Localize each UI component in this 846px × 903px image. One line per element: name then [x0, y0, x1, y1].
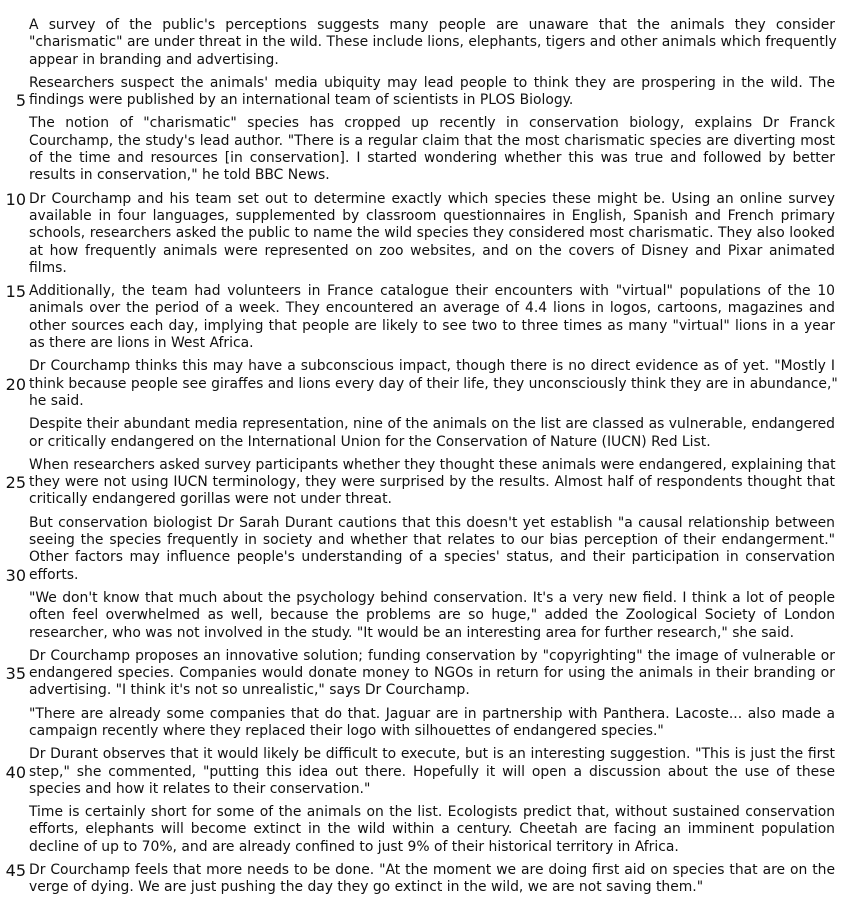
- line-text: Researchers suspect the animals' media ubiquity may lead people to think they are prospering in the wild. The: [29, 74, 835, 91]
- text-line: [0, 804, 846, 821]
- line-number: 20: [5, 374, 26, 394]
- line-text: animals over the period of a week. They encountered an average of 4.4 lions in logos, cartoons, magazines and: [29, 300, 835, 317]
- text-line: [0, 358, 846, 375]
- text-line: [0, 243, 846, 260]
- text-line: [0, 318, 846, 335]
- line-text: at how frequently animals were represented on zoo websites, and on the covers of Disney and Pixar animated: [29, 242, 835, 259]
- paragraph: [0, 706, 846, 741]
- text-line: [0, 457, 846, 474]
- text-line: [0, 839, 846, 856]
- text-line: [0, 115, 846, 132]
- line-text: The notion of "charismatic" species has cropped up recently in conservation biology, explains Dr Franck: [29, 115, 835, 132]
- line-text: When researchers asked survey participants whether they thought these animals were endangered, explaining that: [29, 456, 836, 473]
- text-line: [0, 335, 846, 352]
- text-line: [0, 133, 846, 150]
- text-line: [0, 434, 846, 451]
- text-line: [0, 590, 846, 607]
- text-line: [0, 474, 846, 491]
- text-line: [0, 75, 846, 92]
- text-line: [0, 208, 846, 225]
- line-text: researcher, who was not involved in the study. "It would be an interesting area for further research," she said.: [29, 624, 795, 641]
- line-number: 35: [5, 664, 26, 684]
- text-line: [0, 34, 846, 51]
- text-line: [0, 260, 846, 277]
- text-line: [0, 723, 846, 740]
- line-text: available in four languages, supplemented by classroom questionnaires in English, Spanish and French primary: [29, 207, 835, 224]
- line-text: But conservation biologist Dr Sarah Durant cautions that this doesn't yet establish "a causal relationship between: [29, 514, 835, 531]
- line-number: 45: [5, 861, 26, 881]
- paragraph: [0, 515, 846, 584]
- document-body: [0, 17, 846, 903]
- text-line: [0, 648, 846, 665]
- text-line: [0, 225, 846, 242]
- line-text: efforts, elephants will become extinct in the wild within a century. Cheetah are facing an imminent population: [29, 821, 835, 838]
- text-line: [0, 879, 846, 896]
- text-line: [0, 607, 846, 624]
- line-number: 15: [5, 282, 26, 302]
- text-line: [0, 300, 846, 317]
- text-line: [0, 821, 846, 838]
- line-text: they were not using IUCN terminology, they were surprised by the results. Almost half of respondents thought that: [29, 474, 835, 491]
- line-number: 10: [5, 189, 26, 209]
- text-line: [0, 625, 846, 642]
- paragraph: [0, 590, 846, 642]
- line-number: 25: [5, 473, 26, 493]
- line-text: as there are lions in West Africa.: [29, 335, 254, 352]
- line-text: campaign recently where they replaced their logo with silhouettes of endangered species.": [29, 722, 664, 739]
- line-text: Additionally, the team had volunteers in France catalogue their encounters with "virtual" populations of the 10: [29, 283, 835, 300]
- text-line: [0, 376, 846, 393]
- line-text: think because people see giraffes and lions every day of their life, they unconsciously think they are in abundance,": [29, 375, 838, 392]
- line-text: step," she commented, "putting this idea out there. Hopefully it will open a discussion about the use of these: [29, 763, 835, 780]
- line-text: Dr Courchamp thinks this may have a subconscious impact, though there is no direct evidence as of yet. "Mostly I: [29, 358, 835, 375]
- paragraph: [0, 283, 846, 352]
- text-line: [0, 706, 846, 723]
- line-text: other sources each day, implying that people are likely to see two to three times as many "virtual" lions in a year: [29, 317, 835, 334]
- paragraph: [0, 804, 846, 856]
- line-text: Dr Courchamp feels that more needs to be done. "At the moment we are doing first aid on species that are on the: [29, 862, 835, 879]
- line-text: seeing the species frequently in society and whether that relates to our bias perception of their endangerment.": [29, 532, 835, 549]
- text-line: [0, 665, 846, 682]
- paragraph: [0, 648, 846, 700]
- line-text: Dr Durant observes that it would likely be difficult to execute, but is an interesting suggestion. "This is just the first: [29, 746, 835, 763]
- line-text: he said.: [29, 392, 84, 409]
- paragraph: [0, 115, 846, 184]
- text-line: [0, 17, 846, 34]
- line-text: A survey of the public's perceptions suggests many people are unaware that the animals they consider: [29, 17, 835, 33]
- line-text: of the time and resources [in conservation]. I started wondering whether this was true and followed by better: [29, 150, 835, 167]
- text-line: [0, 746, 846, 763]
- text-line: [0, 567, 846, 584]
- paragraph: [0, 191, 846, 277]
- text-line: [0, 191, 846, 208]
- line-text: schools, researchers asked the public to name the wild species they considered most charismatic. They also looked: [29, 225, 835, 242]
- line-text: often feel overwhelmed as well, because the problems are so huge," added the Zoological Society of London: [29, 607, 835, 624]
- text-line: [0, 416, 846, 433]
- text-line: [0, 515, 846, 532]
- text-line: [0, 532, 846, 549]
- line-text: Dr Courchamp proposes an innovative solution; funding conservation by "copyrighting" the image of vulnerable or: [29, 647, 835, 664]
- line-text: Courchamp, the study's lead author. "There is a regular claim that the most charismatic species are diverting most: [29, 132, 835, 149]
- text-line: [0, 764, 846, 781]
- text-line: [0, 283, 846, 300]
- line-text: films.: [29, 259, 67, 276]
- paragraph: [0, 416, 846, 451]
- line-text: "charismatic" are under threat in the wild. These include lions, elephants, tigers and other animals which frequently: [29, 34, 837, 51]
- line-text: findings were published by an international team of scientists in PLOS Biology.: [29, 92, 574, 109]
- line-text: Other factors may influence people's understanding of a species' status, and their participation in conservation: [29, 549, 835, 566]
- paragraph: [0, 746, 846, 798]
- line-text: efforts.: [29, 566, 79, 583]
- paragraph: [0, 457, 846, 509]
- line-text: endangered species. Companies would donate money to NGOs in return for using the animals in their branding or: [29, 665, 835, 682]
- paragraph: [0, 862, 846, 897]
- line-text: Despite their abundant media representation, nine of the animals on the list are classed as vulnerable, endangered: [29, 416, 835, 433]
- line-number: 5: [15, 91, 26, 111]
- line-text: "There are already some companies that do that. Jaguar are in partnership with Panthera. Lacoste... also made a: [29, 705, 835, 722]
- line-text: or critically endangered on the International Union for the Conservation of Nature (IUCN) Red List.: [29, 433, 711, 450]
- text-line: [0, 150, 846, 167]
- text-line: [0, 781, 846, 798]
- text-line: [0, 92, 846, 109]
- paragraph: [0, 75, 846, 110]
- line-number: 30: [5, 565, 26, 585]
- paragraph: [0, 17, 846, 69]
- text-line: [0, 393, 846, 410]
- text-line: [0, 682, 846, 699]
- line-text: species and how it relates to their conservation.": [29, 780, 371, 797]
- text-line: [0, 167, 846, 184]
- paragraph: [0, 358, 846, 410]
- line-text: critically endangered gorillas were not under threat.: [29, 491, 392, 508]
- line-text: decline of up to 70%, and are already confined to just 9% of their historical territory in Africa.: [29, 838, 679, 855]
- line-text: Dr Courchamp and his team set out to determine exactly which species these might be. Using an online survey: [29, 190, 835, 207]
- line-text: "We don't know that much about the psychology behind conservation. It's a very new field. I think a lot of people: [29, 589, 835, 606]
- line-text: results in conservation," he told BBC News.: [29, 167, 330, 184]
- line-text: advertising. "I think it's not so unrealistic," says Dr Courchamp.: [29, 682, 470, 699]
- line-number: 40: [5, 762, 26, 782]
- text-line: [0, 549, 846, 566]
- text-line: [0, 491, 846, 508]
- line-text: appear in branding and advertising.: [29, 51, 279, 68]
- line-text: verge of dying. We are just pushing the day they go extinct in the wild, we are not saving them.": [29, 879, 704, 896]
- text-line: [0, 52, 846, 69]
- text-line: [0, 862, 846, 879]
- line-text: Time is certainly short for some of the animals on the list. Ecologists predict that, without sustained conservation: [29, 804, 835, 821]
